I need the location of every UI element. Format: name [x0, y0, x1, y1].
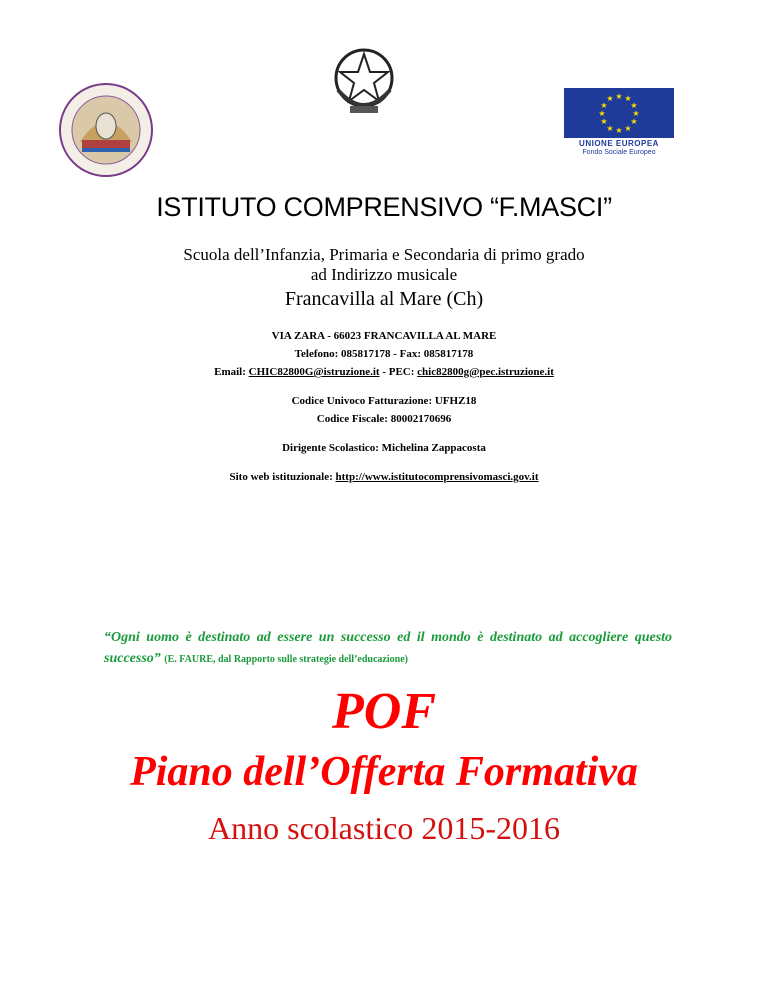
italian-republic-emblem — [330, 44, 398, 118]
school-address: VIA ZARA - 66023 FRANCAVILLA AL MARE — [271, 330, 497, 342]
svg-text:★: ★ — [600, 117, 608, 126]
eu-label: UNIONE EUROPEA — [579, 139, 659, 148]
svg-text:★: ★ — [624, 94, 632, 103]
codice-univoco: Codice Univoco Fatturazione: UFHZ18 — [291, 395, 477, 407]
school-year: Anno scolastico 2015-2016 — [208, 810, 560, 846]
website-link[interactable]: http://www.istitutocomprensivomasci.gov.it — [335, 471, 539, 483]
email-link[interactable]: CHIC82800G@istruzione.it — [248, 366, 380, 378]
svg-text:★: ★ — [630, 117, 638, 126]
school-email-line — [0, 366, 768, 378]
svg-text:★: ★ — [615, 92, 623, 101]
pof-full-title: Piano dell’Offerta Formativa — [130, 749, 638, 795]
eu-logo — [564, 88, 674, 158]
pec-link[interactable]: chic82800g@pec.istruzione.it — [417, 366, 554, 378]
svg-text:★: ★ — [598, 109, 606, 118]
quote-line-2 — [104, 651, 408, 667]
website-label: Sito web istituzionale: — [229, 471, 336, 483]
dirigente: Dirigente Scolastico: Michelina Zappacosta — [282, 442, 486, 454]
svg-text:★: ★ — [624, 124, 632, 133]
school-logo — [58, 82, 154, 178]
quote-source: (E. FAURE, dal Rapporto sulle strategie dell’educazione) — [164, 654, 408, 665]
school-city: Francavilla al Mare (Ch) — [284, 288, 484, 310]
school-phone-fax: Telefono: 085817178 - Fax: 085817178 — [294, 348, 474, 360]
svg-text:★: ★ — [632, 109, 640, 118]
school-subtitle-2: ad Indirizzo musicale — [310, 265, 458, 284]
svg-text:★: ★ — [606, 94, 614, 103]
school-subtitle-1: Scuola dell’Infanzia, Primaria e Secondaria di primo grado — [183, 245, 585, 264]
codice-fiscale: Codice Fiscale: 80002170696 — [316, 413, 452, 425]
school-title: ISTITUTO COMPRENSIVO “F.MASCI” — [156, 192, 612, 222]
svg-text:★: ★ — [630, 101, 638, 110]
quote-end: successo” — [104, 651, 165, 666]
website-line — [0, 471, 768, 483]
eu-fund-label: Fondo Sociale Europeo — [582, 149, 656, 156]
pof-acronym: POF — [332, 683, 436, 740]
email-label: Email: — [214, 366, 249, 378]
quote-line-1: “Ogni uomo è destinato ad essere un successo ed il mondo è destinato ad accogliere questo — [104, 630, 673, 645]
pec-label: - PEC: — [379, 366, 418, 378]
svg-text:★: ★ — [606, 124, 614, 133]
eu-flag — [564, 88, 674, 138]
svg-text:★: ★ — [615, 126, 623, 135]
svg-text:★: ★ — [600, 101, 608, 110]
